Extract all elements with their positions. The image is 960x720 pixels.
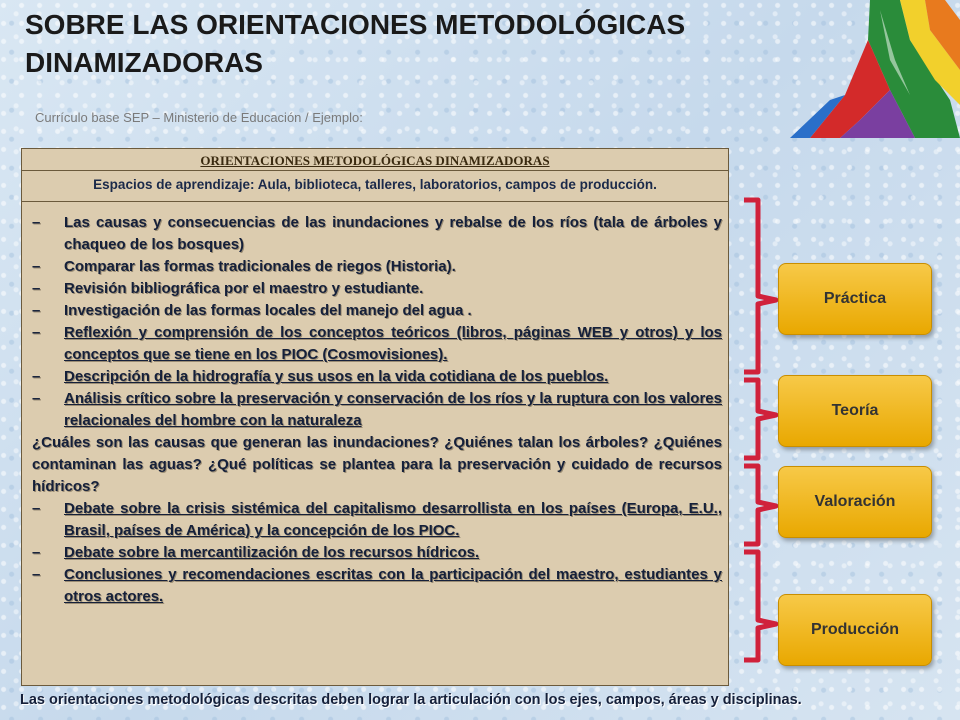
list-item: – Las causas y consecuencias de las inundaciones y rebalse de los ríos (tala de árboles y chaqueo de los bosques) — [32, 214, 722, 253]
bracket-practica — [744, 200, 776, 372]
list-item: – Análisis crítico sobre la preservación y conservación de los ríos y la ruptura con los valores relacionales del hombre con la naturaleza — [32, 390, 722, 429]
guiding-questions: ¿Cuáles son las causas que generan las inundaciones? ¿Quiénes talan los árboles? ¿Quiénes contaminan las aguas? ¿Qué políticas se plantea para la preservación y cuidado de recursos hídricos? — [32, 434, 722, 495]
list-item: – Comparar las formas tradicionales de riegos (Historia). — [32, 258, 456, 275]
activities-list-b — [22, 498, 728, 608]
produccion-button[interactable]: Producción — [778, 594, 932, 666]
section-brackets — [738, 196, 778, 666]
list-item: – Conclusiones y recomendaciones escritas con la participación del maestro, estudiantes y otros actores. — [32, 566, 722, 605]
list-item: – Investigación de las formas locales del manejo del agua . — [32, 302, 472, 319]
wiphala-flag-image — [750, 0, 960, 138]
list-item: – Reflexión y comprensión de los conceptos teóricos (libros, páginas WEB y otros) y los conceptos que se tiene en los PIOC (Cosmovisiones). — [32, 324, 722, 363]
list-item: – Debate sobre la crisis sistémica del capitalismo desarrollista en los países (Europa, E.U., Brasil, países de América) y la concepción de los PIOC. — [32, 500, 722, 539]
teoria-button[interactable]: Teoría — [778, 375, 932, 447]
bracket-produccion — [744, 552, 776, 660]
footer-note: Las orientaciones metodológicas descritas deben lograr la articulación con los ejes, campos, áreas y disciplinas. — [20, 692, 802, 708]
orientations-panel — [21, 148, 729, 686]
activities-list-a — [22, 202, 728, 432]
panel-header: ORIENTACIONES METODOLÓGICAS DINAMIZADORAS — [22, 149, 728, 171]
bracket-teoria — [744, 380, 776, 458]
valoracion-button[interactable]: Valoración — [778, 466, 932, 538]
practica-button[interactable]: Práctica — [778, 263, 932, 335]
bracket-valoracion — [744, 466, 776, 544]
list-item: – Descripción de la hidrografía y sus usos en la vida cotidiana de los pueblos. — [32, 368, 609, 385]
learning-spaces: Espacios de aprendizaje: Aula, biblioteca, talleres, laboratorios, campos de producción. — [22, 171, 728, 202]
list-item: – Debate sobre la mercantilización de los recursos hídricos. — [32, 544, 480, 561]
subtitle: Currículo base SEP – Ministerio de Educación / Ejemplo: — [35, 110, 363, 125]
list-item: – Revisión bibliográfica por el maestro y estudiante. — [32, 280, 424, 297]
page-title: SOBRE LAS ORIENTACIONES METODOLÓGICAS DINAMIZADORAS — [25, 9, 686, 78]
